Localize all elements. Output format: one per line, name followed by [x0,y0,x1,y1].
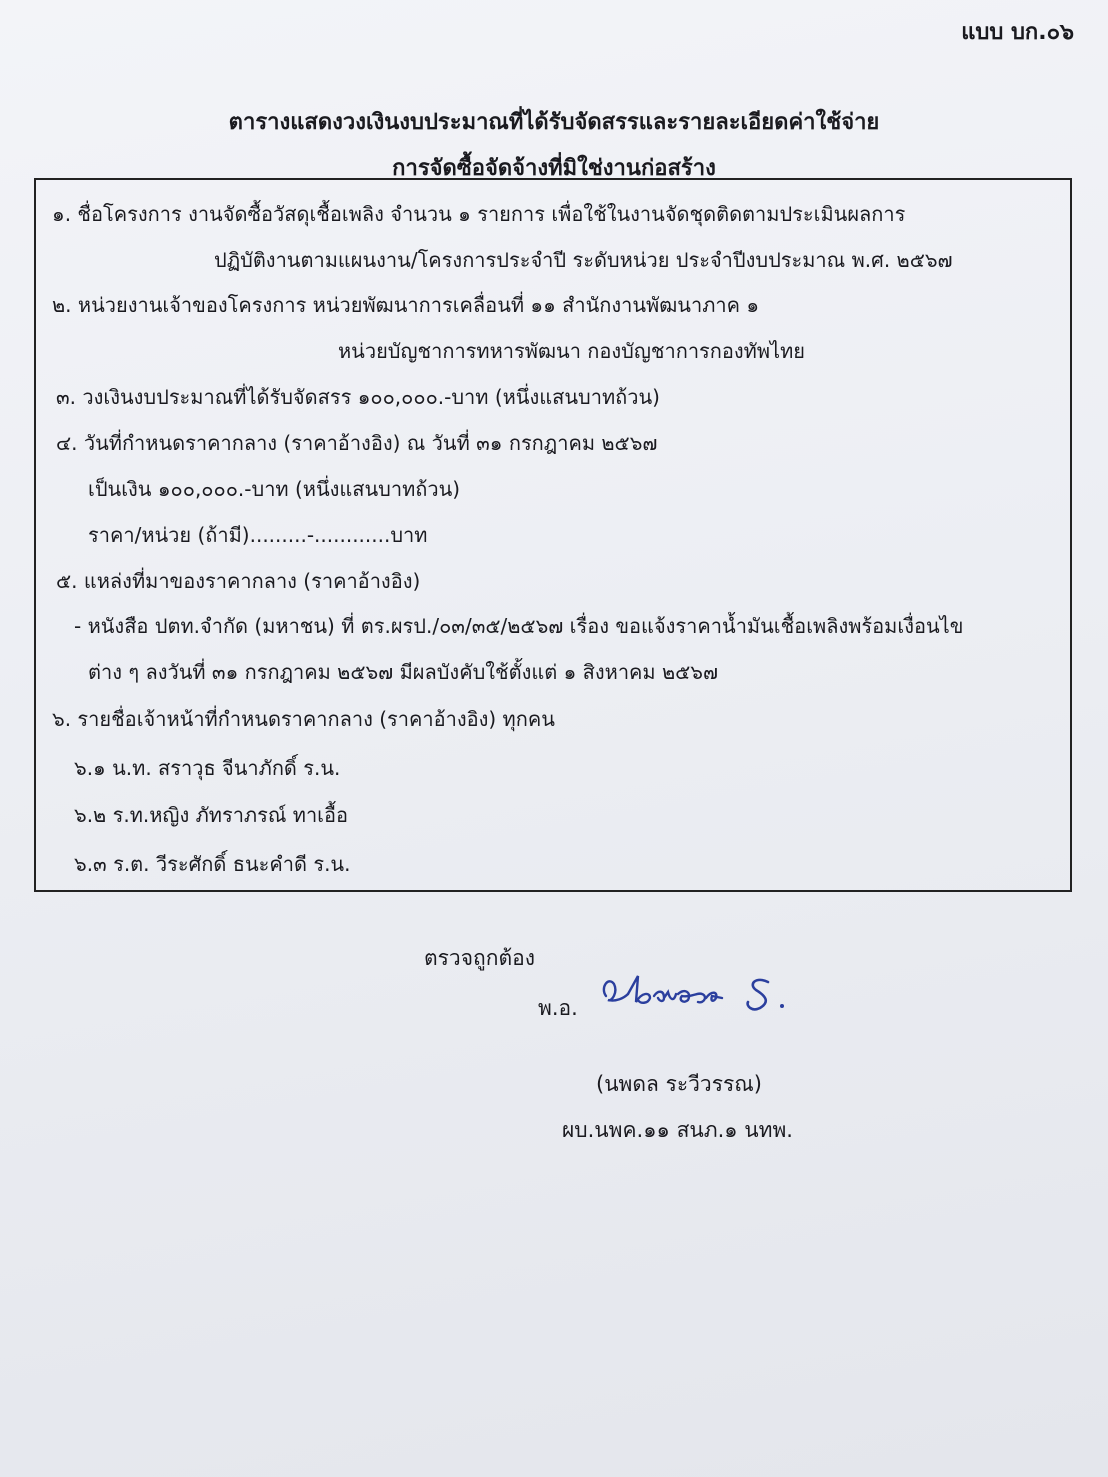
document-title-line2: การจัดซื้อจัดจ้างที่มิใช่งานก่อสร้าง [392,156,716,181]
item3-budget: ๓. วงเงินงบประมาณที่ได้รับจัดสรร ๑๐๐,๐๐๐.-บาท (หนึ่งแสนบาทถ้วน) [56,385,660,409]
signer-position: ผบ.นพค.๑๑ สนภ.๑ นทพ. [562,1118,793,1142]
item6-official-1: ๖.๑ น.ท. สราวุธ จีนาภักดิ์ ร.น. [74,756,341,780]
item6-officials: ๖. รายชื่อเจ้าหน้าที่กำหนดราคากลาง (ราคาอ้างอิง) ทุกคน [52,707,555,731]
document-title-line1: ตารางแสดงวงเงินงบประมาณที่ได้รับจัดสรรและรายละเอียดค่าใช้จ่าย [228,110,880,135]
form-code: แบบ บก.๐๖ [961,20,1074,45]
item5-price-source: ๕. แหล่งที่มาของราคากลาง (ราคาอ้างอิง) [56,569,421,593]
item2-owner-unit-cont: หน่วยบัญชาการทหารพัฒนา กองบัญชาการกองทัพไทย [338,339,806,363]
item6-official-2: ๖.๒ ร.ท.หญิง ภัทราภรณ์ ทาเอื้อ [74,803,349,827]
item4-unit-price: ราคา/หน่วย (ถ้ามี).........-............บาท [88,523,428,547]
item4-amount: เป็นเงิน ๑๐๐,๐๐๐.-บาท (หนึ่งแสนบาทถ้วน) [88,477,461,501]
item4-reference-date: ๔. วันที่กำหนดราคากลาง (ราคาอ้างอิง) ณ วันที่ ๓๑ กรกฎาคม ๒๕๖๗ [56,431,658,455]
item5-source-letter: - หนังสือ ปตท.จำกัด (มหาชน) ที่ ตร.ผรป./๐๓/๓๕/๒๕๖๗ เรื่อง ขอแจ้งราคาน้ำมันเชื้อเพลิงพร้อมเงื่อนไข [74,614,964,638]
signer-rank: พ.อ. [538,996,578,1020]
signer-name: (นพดล ระวีวรรณ) [596,1072,762,1096]
handwritten-signature [598,968,808,1028]
item1-project-name-cont: ปฏิบัติงานตามแผนงาน/โครงการประจำปี ระดับหน่วย ประจำปีงบประมาณ พ.ศ. ๒๕๖๗ [214,248,953,272]
item1-project-name: ๑. ชื่อโครงการ งานจัดซื้อวัสดุเชื้อเพลิง จำนวน ๑ รายการ เพื่อใช้ในงานจัดชุดติดตามประเมินผลการ [52,202,906,226]
item6-official-3: ๖.๓ ร.ต. วีระศักดิ์ ธนะคำดี ร.น. [74,852,351,876]
verified-label: ตรวจถูกต้อง [424,946,535,970]
item5-source-letter-cont: ต่าง ๆ ลงวันที่ ๓๑ กรกฎาคม ๒๕๖๗ มีผลบังคับใช้ตั้งแต่ ๑ สิงหาคม ๒๕๖๗ [88,660,719,684]
item2-owner-unit: ๒. หน่วยงานเจ้าของโครงการ หน่วยพัฒนาการเคลื่อนที่ ๑๑ สำนักงานพัฒนาภาค ๑ [52,293,760,317]
